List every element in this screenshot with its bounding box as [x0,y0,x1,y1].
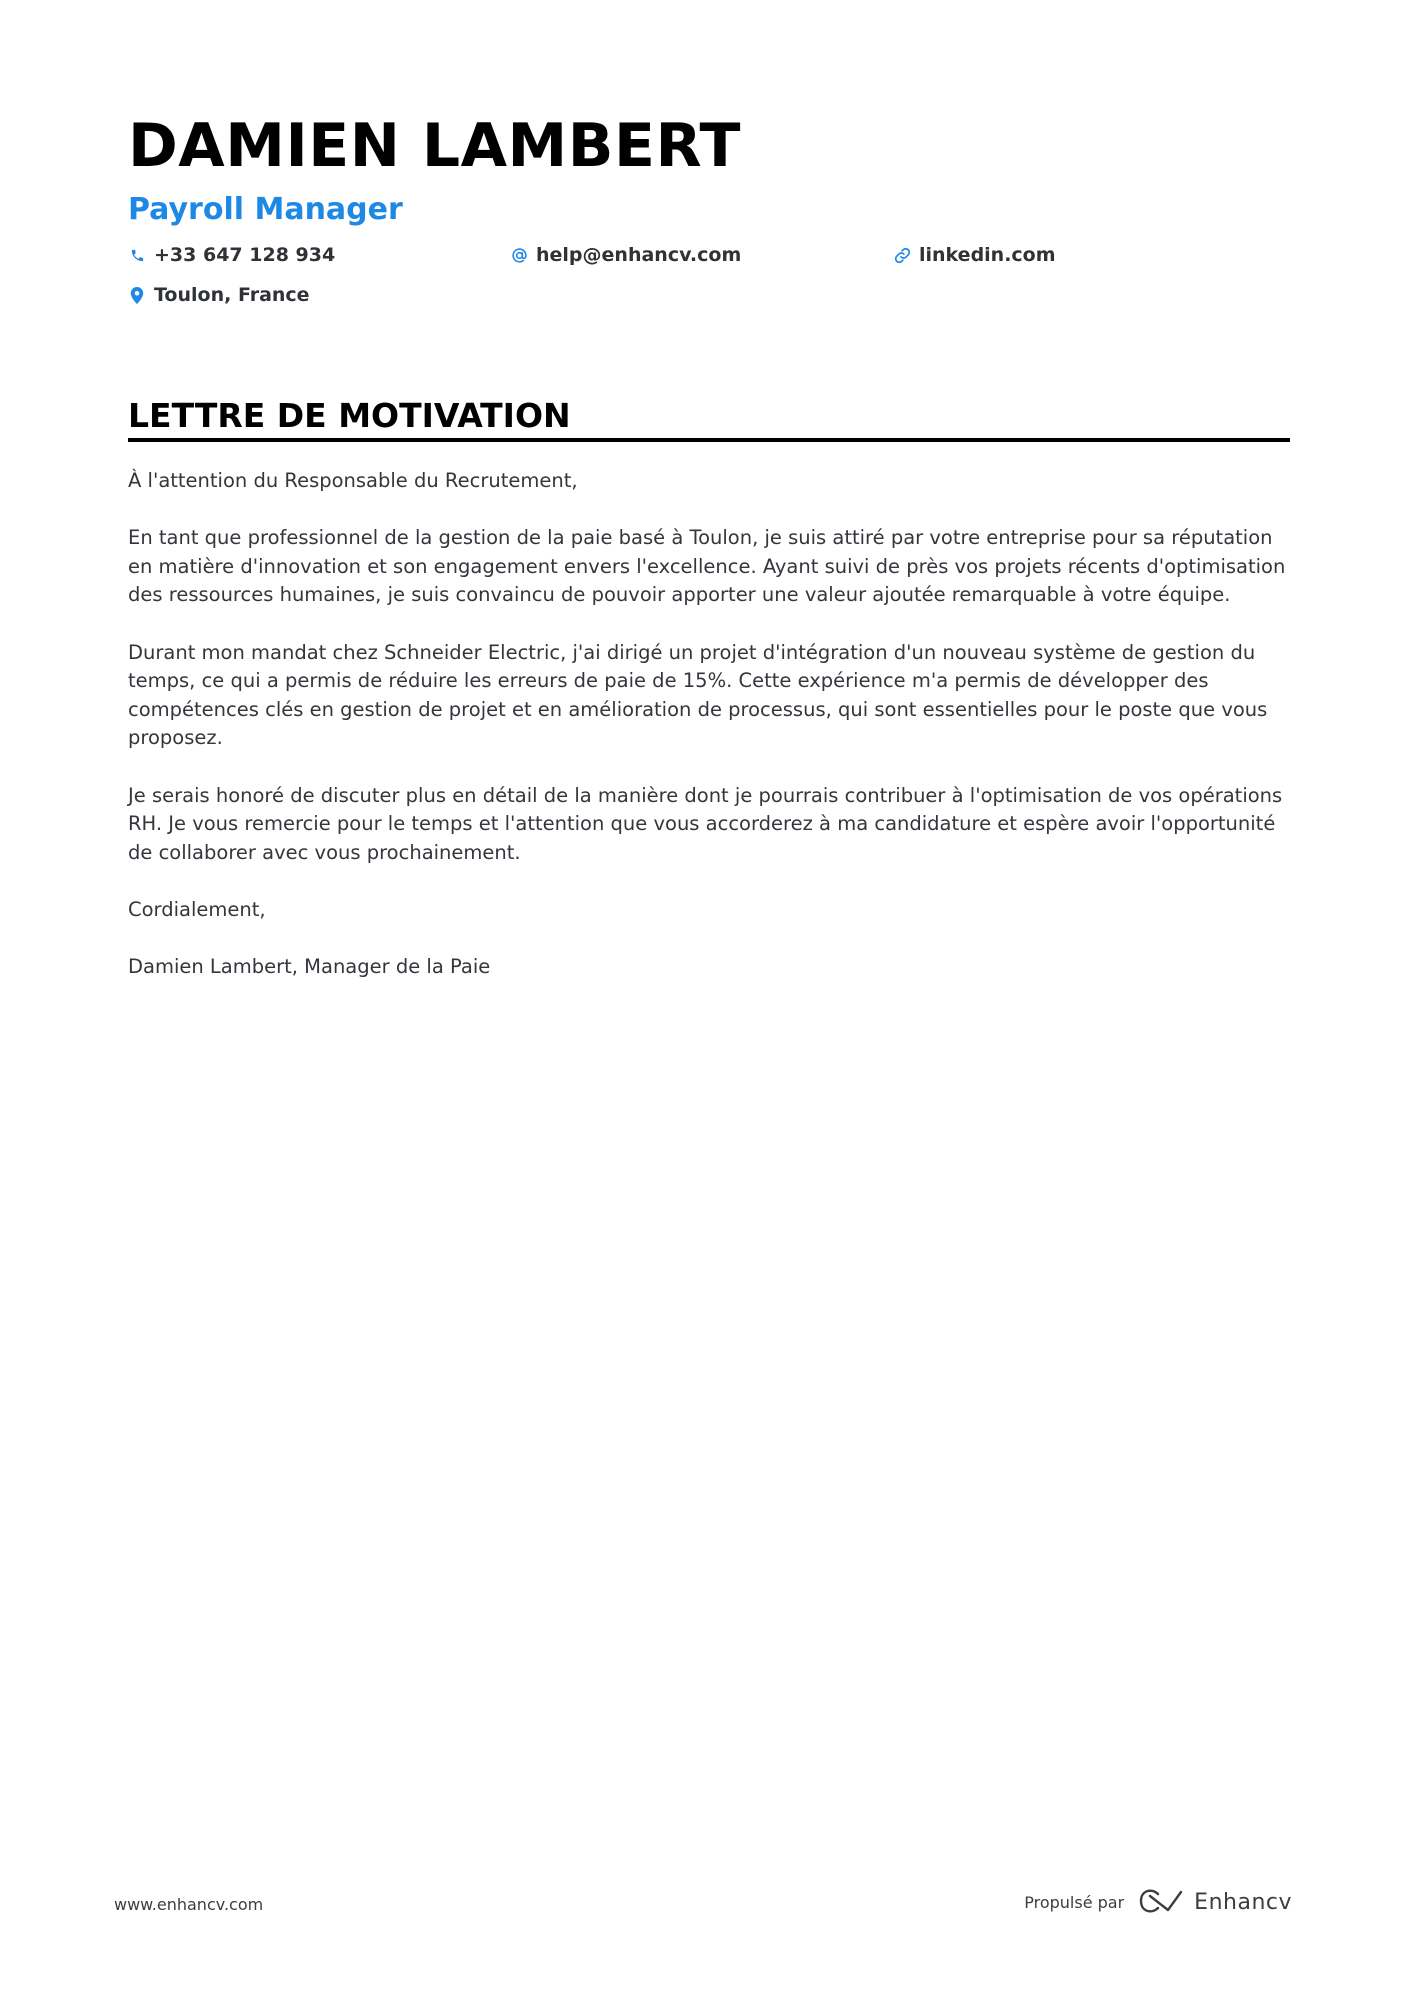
location-value: Toulon, France [154,284,310,306]
contact-phone [128,242,335,268]
footer-powered-by [1024,1888,1292,1918]
powered-by-label: Propulsé par [1024,1893,1125,1912]
letter-body [128,467,1290,1010]
brand-logo[interactable] [1138,1888,1292,1918]
phone-icon [128,246,146,264]
contact-email [510,242,741,268]
letter-paragraph: Je serais honoré de discuter plus en détail de la manière dont je pourrais contribuer à l'optimisation de vos opérations RH. Je vous remercie pour le temps et l'attention que vous accorderez à ma candidature et espère avoir l'opportunité de collaborer avec vous prochainement. [128,783,1283,864]
linkedin-value: linkedin.com [919,244,1056,266]
section-divider [128,438,1290,442]
at-icon [510,246,528,264]
link-icon [893,246,911,264]
letter-closing: Cordialement, [128,897,266,921]
footer-website[interactable]: www.enhancv.com [114,1895,264,1914]
letter-paragraph: Durant mon mandat chez Schneider Electric, j'ai dirigé un projet d'intégration d'un nouveau système de gestion du temps, ce qui a permis de réduire les erreurs de paie de 15%. Cette expérience m'a permis de développer des compétences clés en gestion de projet et en amélioration de processus, qui sont essentielles pour le poste que vous proposez. [128,640,1268,750]
letter-greeting: À l'attention du Responsable du Recrutement, [128,469,578,492]
contact-location [128,282,310,308]
phone-value: +33 647 128 934 [154,244,336,266]
letter-signature: Damien Lambert, Manager de la Paie [128,955,491,979]
candidate-name: DAMIEN LAMBERT [128,111,741,181]
enhancv-logo-icon [1138,1888,1184,1918]
location-pin-icon [128,286,146,304]
section-title: LETTRE DE MOTIVATION [128,396,571,435]
email-value: help@enhancv.com [536,244,742,266]
letter-paragraph: En tant que professionnel de la gestion de la paie basé à Toulon, je suis attiré par votre entreprise pour sa réputation en matière d'innovation et son engagement envers l'excellence. Ayant suivi de près vos projets récents d'optimisation des ressources humaines, je suis convaincu de pouvoir apporter une valeur ajoutée remarquable à votre équipe. [128,526,1286,607]
contact-linkedin [893,242,1056,268]
job-title: Payroll Manager [128,192,403,227]
brand-name: Enhancv [1194,1890,1292,1915]
